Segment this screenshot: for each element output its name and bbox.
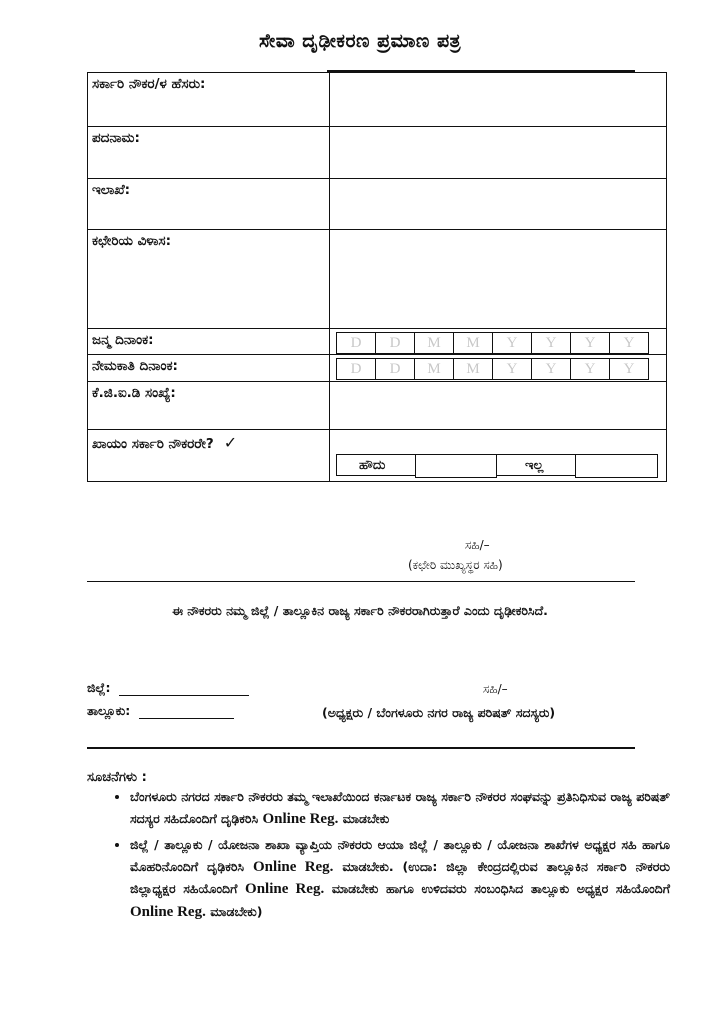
- office-address-label: ಕಛೇರಿಯ ವಿಳಾಸ:: [88, 230, 330, 329]
- date-box[interactable]: D: [375, 358, 415, 380]
- permanent-label: ಖಾಯಂ ಸರ್ಕಾರಿ ನೌಕರರೇ?: [92, 436, 214, 452]
- note-text: ಜಿಲ್ಲೆ / ತಾಲ್ಲೂಕು / ಯೋಜನಾ ಶಾಖಾ ವ್ಯಾಪ್ತಿಯ ನೌಕರರು ಆಯಾ ಜಿಲ್ಲೆ / ತಾಲ್ಲೂಕು / ಯೋಜನಾ ಶಾಖೆಗಳ ಅಧ್ಯಕ್ಷರ ಸಹಿ ಹಾಗೂ ಮೊಹರಿನೊಂದಿಗೆ ದೃಢಿಕರಿಸಿ: [130, 837, 670, 874]
- dob-label: ಜನ್ಮ ದಿನಾಂಕ:: [88, 329, 330, 355]
- district-row: [87, 680, 249, 696]
- date-box[interactable]: Y: [492, 332, 532, 354]
- date-box[interactable]: M: [453, 332, 493, 354]
- date-box[interactable]: D: [336, 358, 376, 380]
- yes-label: ಹೌದು: [336, 454, 416, 476]
- note-english-text: Online Reg.: [262, 810, 339, 827]
- no-label: ಇಲ್ಲ: [496, 454, 576, 476]
- note-text: ಬೆಂಗಳೂರು ನಗರದ ಸರ್ಕಾರಿ ನೌಕರರು ತಮ್ಮ ಇಲಾಖೆಯಿಂದ ಕರ್ನಾಟಕ ರಾಜ್ಯ ಸರ್ಕಾರಿ ನೌಕರರ ಸಂಘವನ್ನು ಪ್ರತಿನಿಧಿಸುವ ರಾಜ್ಯ ಪರಿಷತ್ ಸದಸ್ಯರ ಸಹಿದೊಂದಿಗೆ ದೃಢಿಕರಿಸಿ: [130, 789, 670, 826]
- notes-heading: ಸೂಚನೆಗಳು :: [87, 770, 147, 785]
- taluk-row: [87, 703, 234, 719]
- section-divider-thick: [87, 747, 635, 749]
- president-signature-caption: (ಅಧ್ಯಕ್ಷರು / ಬೆಂಗಳೂರು ನಗರ ರಾಜ್ಯ ಪರಿಷತ್ ಸದಸ್ಯರು): [322, 705, 556, 720]
- date-box[interactable]: Y: [531, 332, 571, 354]
- taluk-field[interactable]: [139, 705, 234, 719]
- date-box[interactable]: M: [414, 358, 454, 380]
- kgid-label: ಕೆ.ಜಿ.ಐ.ಡಿ ಸಂಖ್ಯೆ:: [88, 382, 330, 430]
- office-signature-mark: ಸಹಿ/–: [465, 538, 490, 552]
- check-mark-icon: ✓: [223, 433, 238, 452]
- dob-date-boxes: [336, 332, 649, 354]
- permanent-answer: [330, 430, 667, 482]
- date-box[interactable]: M: [414, 332, 454, 354]
- date-box[interactable]: M: [453, 358, 493, 380]
- note-text: ಮಾಡಬೇಕು): [210, 903, 263, 919]
- certification-statement: ಈ ನೌಕರರು ನಮ್ಮ ಜಿಲ್ಲೆ / ತಾಲ್ಲೂಕಿನ ರಾಜ್ಯ ಸರ್ಕಾರಿ ನೌಕರರಾಗಿರುತ್ತಾರೆ ಎಂದು ದೃಢೀಕರಿಸಿದೆ.: [172, 603, 548, 618]
- note-english-text: Online Reg.: [245, 881, 325, 897]
- appointment-date-label: ನೇಮಕಾತಿ ದಿನಾಂಕ:: [88, 355, 330, 382]
- note-item: [130, 786, 670, 830]
- employee-name-field[interactable]: [330, 73, 667, 127]
- notes-list: [108, 786, 670, 927]
- employee-name-label: ಸರ್ಕಾರಿ ನೌಕರ/ಳ ಹೆಸರು:: [88, 73, 330, 127]
- date-box[interactable]: D: [336, 332, 376, 354]
- yes-no-boxes: [336, 454, 658, 478]
- district-field[interactable]: [119, 682, 249, 696]
- department-field[interactable]: [330, 179, 667, 230]
- page-title: ಸೇವಾ ದೃಢೀಕರಣ ಪ್ರಮಾಣ ಪತ್ರ: [258, 30, 462, 52]
- district-label: ಜಿಲ್ಲೆ:: [87, 680, 111, 695]
- note-text: ಮಾಡಬೇಕು ಹಾಗೂ ಉಳಿದವರು ಸಂಬಂಧಿಸಿದ ತಾಲ್ಲೂಕು ಅಧ್ಯಕ್ಷರ ಸಹಿಯೊಂದಿಗೆ: [331, 881, 670, 896]
- service-form-table: [87, 72, 667, 482]
- section-divider: [87, 581, 635, 582]
- note-english-text: Online Reg.: [253, 858, 334, 875]
- appointment-date-field[interactable]: [330, 355, 667, 382]
- kgid-field[interactable]: [330, 382, 667, 430]
- designation-label: ಪದನಾಮ:: [88, 127, 330, 179]
- note-item: [130, 834, 670, 923]
- date-box[interactable]: Y: [570, 332, 610, 354]
- department-label: ಇಲಾಖೆ:: [88, 179, 330, 230]
- note-text: ಮಾಡಬೇಕು: [342, 810, 390, 826]
- date-box[interactable]: Y: [531, 358, 571, 380]
- appointment-date-boxes: [336, 358, 649, 380]
- designation-field[interactable]: [330, 127, 667, 179]
- date-box[interactable]: Y: [609, 358, 649, 380]
- no-checkbox[interactable]: [575, 454, 658, 478]
- taluk-label: ತಾಲ್ಲೂಕು:: [87, 703, 131, 718]
- date-box[interactable]: Y: [570, 358, 610, 380]
- yes-checkbox[interactable]: [415, 454, 497, 478]
- date-box[interactable]: Y: [492, 358, 532, 380]
- date-box[interactable]: D: [375, 332, 415, 354]
- permanent-question: [88, 430, 330, 482]
- note-text: ಮಾಡಬೇಕು. (ಉದಾ: ಜಿಲ್ಲಾ ಕೇಂದ್ರದಲ್ಲಿರುವ ತಾಲ್ಲೂಕಿನ ಸರ್ಕಾರಿ ನೌಕರರು ಜಿಲ್ಲಾಧ್ಯಕ್ಷರ ಸಹಿಯೊಂದಿಗೆ: [130, 858, 670, 896]
- president-signature-mark: ಸಹಿ/–: [483, 682, 508, 696]
- date-box[interactable]: Y: [609, 332, 649, 354]
- office-signature-caption: (ಕಛೇರಿ ಮುಖ್ಯಸ್ಥರ ಸಹಿ): [408, 558, 503, 572]
- office-address-field[interactable]: [330, 230, 667, 329]
- dob-field[interactable]: [330, 329, 667, 355]
- note-english-text: Online Reg.: [130, 903, 206, 920]
